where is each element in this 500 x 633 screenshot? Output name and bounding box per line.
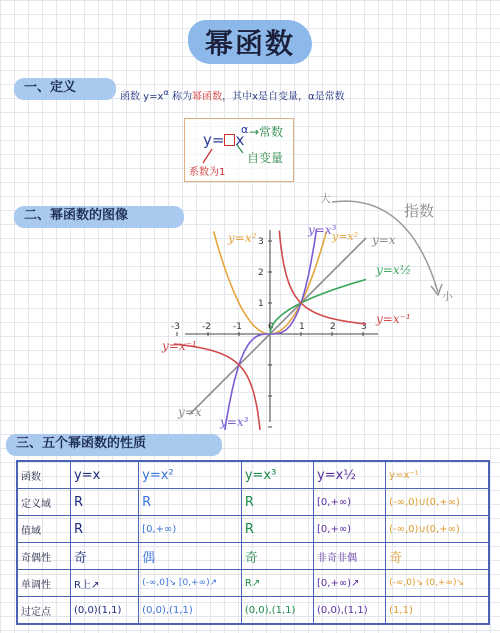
table-cell: R xyxy=(241,489,313,516)
table-row xyxy=(17,597,489,625)
table-cell: R xyxy=(139,489,242,516)
label-y-x3: y=x³ xyxy=(308,223,337,237)
x-tick-label: 3 xyxy=(361,322,367,332)
row-label: 奇偶性 xyxy=(17,543,71,570)
x-tick-label: 1 xyxy=(299,322,305,332)
header-cell-x: y=x xyxy=(71,461,139,489)
table-cell: [0,+∞) xyxy=(314,489,386,516)
x-tick-label: 2 xyxy=(330,322,336,332)
table-cell: (0,0),(1,1) xyxy=(139,597,242,625)
table-cell: R上↗ xyxy=(71,570,139,597)
definition-text xyxy=(120,87,345,102)
table-cell: (-∞,0)↘ (0,+∞)↘ xyxy=(386,570,489,597)
table-cell: 非奇非偶 xyxy=(314,543,386,570)
definition-box xyxy=(184,118,294,182)
curve-y-x xyxy=(189,238,366,415)
label-y-x2: y=x² xyxy=(228,231,257,245)
x-tick-label: 0 xyxy=(268,322,274,332)
page-title-banner xyxy=(188,14,312,64)
table-cell: 奇 xyxy=(71,543,139,570)
note-constant: →常数 xyxy=(249,125,284,139)
table-cell: (-∞,0)∪(0,+∞) xyxy=(386,489,489,516)
header-cell-x3: y=x³ xyxy=(241,461,313,489)
table-cell: [0,+∞)↗ xyxy=(314,570,386,597)
table-cell: R xyxy=(71,516,139,543)
section-heading-properties: 三、五个幂函数的性质 xyxy=(6,434,222,456)
arrow-to-coefficient xyxy=(203,149,212,163)
section-heading-definition: 一、定义 xyxy=(14,78,116,100)
label-y-xinv: y=x⁻¹ xyxy=(376,312,411,326)
note-coefficient: 系数为1 xyxy=(189,167,226,178)
y-tick-label: 1 xyxy=(258,299,264,309)
formula-prefix: y= xyxy=(203,131,225,149)
table-cell: R xyxy=(241,516,313,543)
header-cell-x2: y=x² xyxy=(139,461,242,489)
x-tick-label: -3 xyxy=(171,322,180,332)
table-row xyxy=(17,489,489,516)
label-big: 大 xyxy=(320,192,331,205)
def-part-alpha: α xyxy=(163,87,169,97)
table-cell: (-∞,0]↘ [0,+∞)↗ xyxy=(139,570,242,597)
y-tick-label: 2 xyxy=(258,268,264,278)
table-cell: (0,0),(1,1) xyxy=(241,597,313,625)
row-label: 定义域 xyxy=(17,489,71,516)
formula-x: x xyxy=(235,131,245,149)
y-tick-label: 3 xyxy=(258,237,264,247)
curve-labels xyxy=(161,191,454,429)
table-cell: 奇 xyxy=(241,543,313,570)
x-tick-label: -1 xyxy=(233,322,242,332)
x-tick-label: -2 xyxy=(202,322,211,332)
label-y-x: y=x xyxy=(372,233,396,247)
arrow-to-variable xyxy=(237,145,243,153)
table-cell: 奇 xyxy=(386,543,489,570)
header-cell-xhalf: y=x½ xyxy=(314,461,386,489)
row-label: 值域 xyxy=(17,516,71,543)
def-part-1: 函数 y=x xyxy=(120,91,164,103)
table-cell: (-∞,0)∪(0,+∞) xyxy=(386,516,489,543)
section-heading-graph: 二、幂函数的图像 xyxy=(14,206,184,228)
annotation-arrows xyxy=(185,119,293,181)
table-header-row xyxy=(17,461,489,489)
label-small: 小 xyxy=(442,290,453,303)
label-exponent: 指数 xyxy=(404,202,435,220)
page-title: 幂函数 xyxy=(204,27,295,60)
def-part-2: 称为 xyxy=(168,91,193,103)
alpha-symbol: α xyxy=(241,123,249,136)
table-cell: R xyxy=(71,489,139,516)
header-cell-xinv: y=x⁻¹ xyxy=(386,461,489,489)
row-label: 单调性 xyxy=(17,570,71,597)
table-cell: [0,+∞) xyxy=(314,516,386,543)
table-row xyxy=(17,570,489,597)
table-cell: (1,1) xyxy=(386,597,489,625)
table-cell: 偶 xyxy=(139,543,242,570)
label-y-xinv-left: y=x⁻¹ xyxy=(162,339,197,353)
power-function-graph xyxy=(150,180,480,430)
table-cell: (0,0)(1,1) xyxy=(71,597,139,625)
table-row xyxy=(17,543,489,570)
note-variable: 自变量 xyxy=(247,151,284,165)
label-y-x3-left: y=x³ xyxy=(220,415,249,429)
properties-table xyxy=(16,460,490,625)
label-y-xhalf: y=x½ xyxy=(376,263,412,277)
table-cell: [0,+∞) xyxy=(139,516,242,543)
label-y-x-left: y=x xyxy=(178,405,202,419)
table-row xyxy=(17,516,489,543)
header-cell-function: 函数 xyxy=(17,461,71,489)
def-part-term: 幂函数 xyxy=(192,91,223,103)
table-cell: R↗ xyxy=(241,570,313,597)
label-y-x2-right: y=x² xyxy=(332,230,359,243)
row-label: 过定点 xyxy=(17,597,71,625)
curve-y-xhalf xyxy=(270,279,366,334)
def-part-4: ，其中x是自变量，α是常数 xyxy=(222,91,345,103)
table-cell: (0,0),(1,1) xyxy=(314,597,386,625)
